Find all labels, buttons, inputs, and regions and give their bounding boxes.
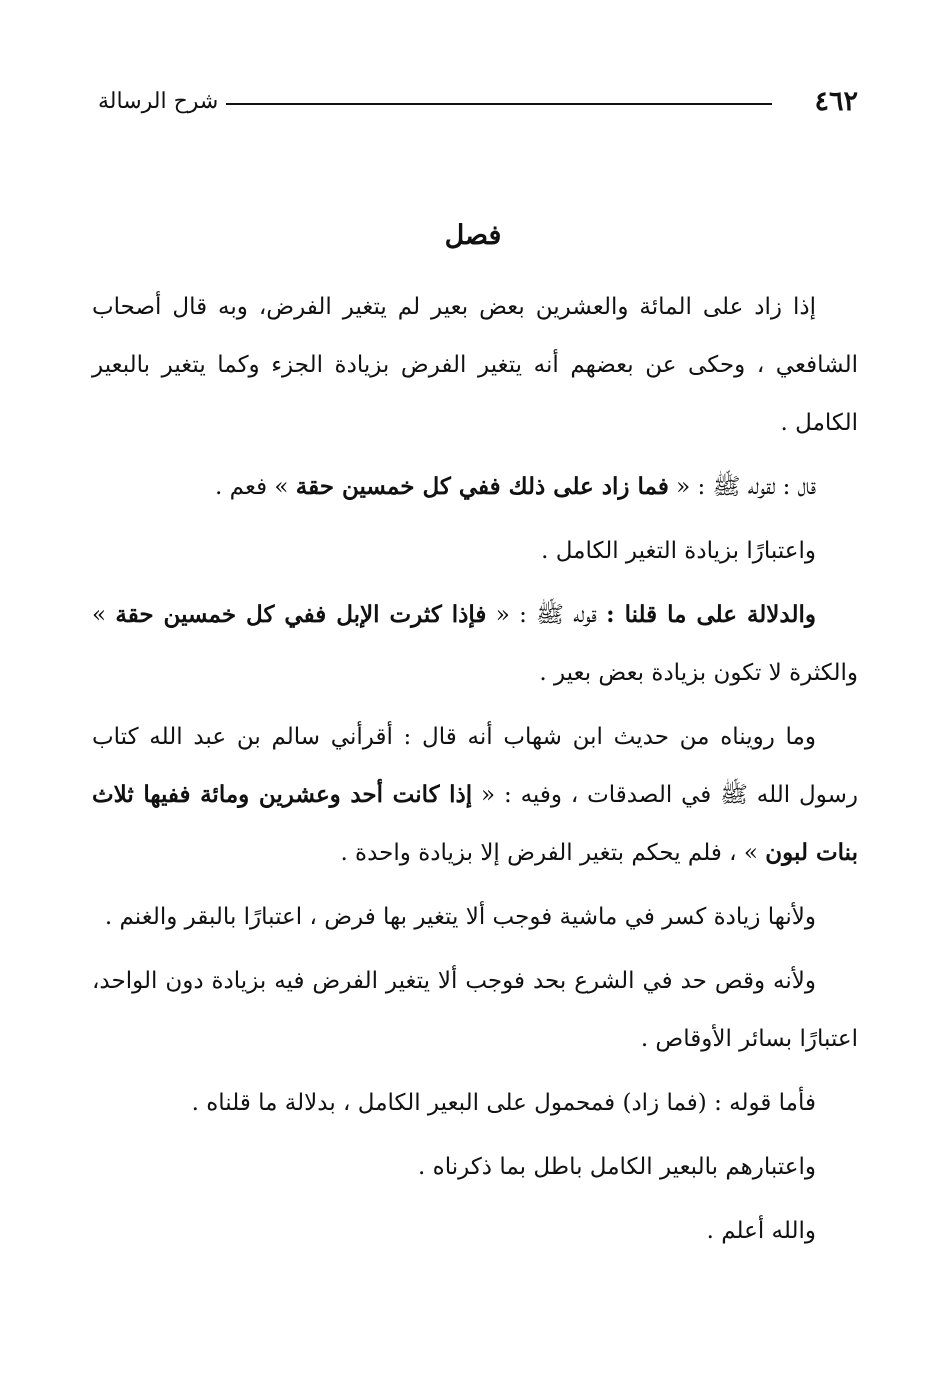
section-title: فصل [444,220,502,251]
paragraph [92,458,858,516]
paragraph [92,1202,858,1260]
running-header [98,84,858,120]
running-title: شرح الرسالة [98,89,219,114]
text-segment: واعتبارًا بزيادة التغير الكامل . [541,538,816,564]
paragraph [92,708,858,882]
paragraph [92,586,858,702]
header-rule [226,103,772,105]
text-segment: والله أعلم . [706,1218,816,1244]
paragraph [92,278,858,452]
text-segment: إذا زاد على المائة والعشرين بعض بعير لم يتغير الفرض، وبه قال أصحاب الشافعي ، وحكى عن بعضهم أنه يتغير الفرض بزيادة الجزء وكما يتغير بالبعير الكامل . [92,294,858,436]
paragraph [92,952,858,1068]
text-segment: فأما قوله : (فما زاد) فمحمول على البعير الكامل ، بدلالة ما قلناه . [191,1090,816,1116]
text-segment: قال : لقوله ﷺ : « [668,474,816,500]
bold-text-segment: فإذا كثرت الإبل ففي كل خمسين حقة [115,601,487,628]
text-segment: ولأنها زيادة كسر في ماشية فوجب ألا يتغير بها فرض ، اعتبارًا بالبقر والغنم . [104,904,816,930]
bold-text-segment: إذا كانت أحد وعشرين ومائة ففيها ثلاث بنات لبون [92,781,858,866]
page-number: ٤٦٢ [814,86,858,117]
paragraph [92,522,858,580]
paragraph [92,1074,858,1132]
bold-text-segment: والدلالة على ما قلنا : [606,601,816,628]
text-segment: قوله ﷺ : « [486,602,607,628]
paragraph [92,888,858,946]
text-segment: » فعم . [215,474,296,500]
body-text [92,278,858,1260]
text-segment: » والكثرة لا تكون بزيادة بعض بعير . [92,602,858,686]
text-segment: ولأنه وقص حد في الشرع بحد فوجب ألا يتغير الفرض فيه بزيادة دون الواحد، اعتبارًا بسائر الأوقاص . [92,968,858,1052]
bold-text-segment: فما زاد على ذلك ففي كل خمسين حقة [295,473,669,500]
text-segment: وما رويناه من حديث ابن شهاب أنه قال : أقرأني سالم بن عبد الله كتاب رسول الله ﷺ في الصدقات ، وفيه : « [92,724,858,808]
text-segment: واعتبارهم بالبعير الكامل باطل بما ذكرناه . [418,1154,816,1180]
text-segment: » ، فلم يحكم بتغير الفرض إلا بزيادة واحدة . [340,840,766,866]
paragraph [92,1138,858,1196]
